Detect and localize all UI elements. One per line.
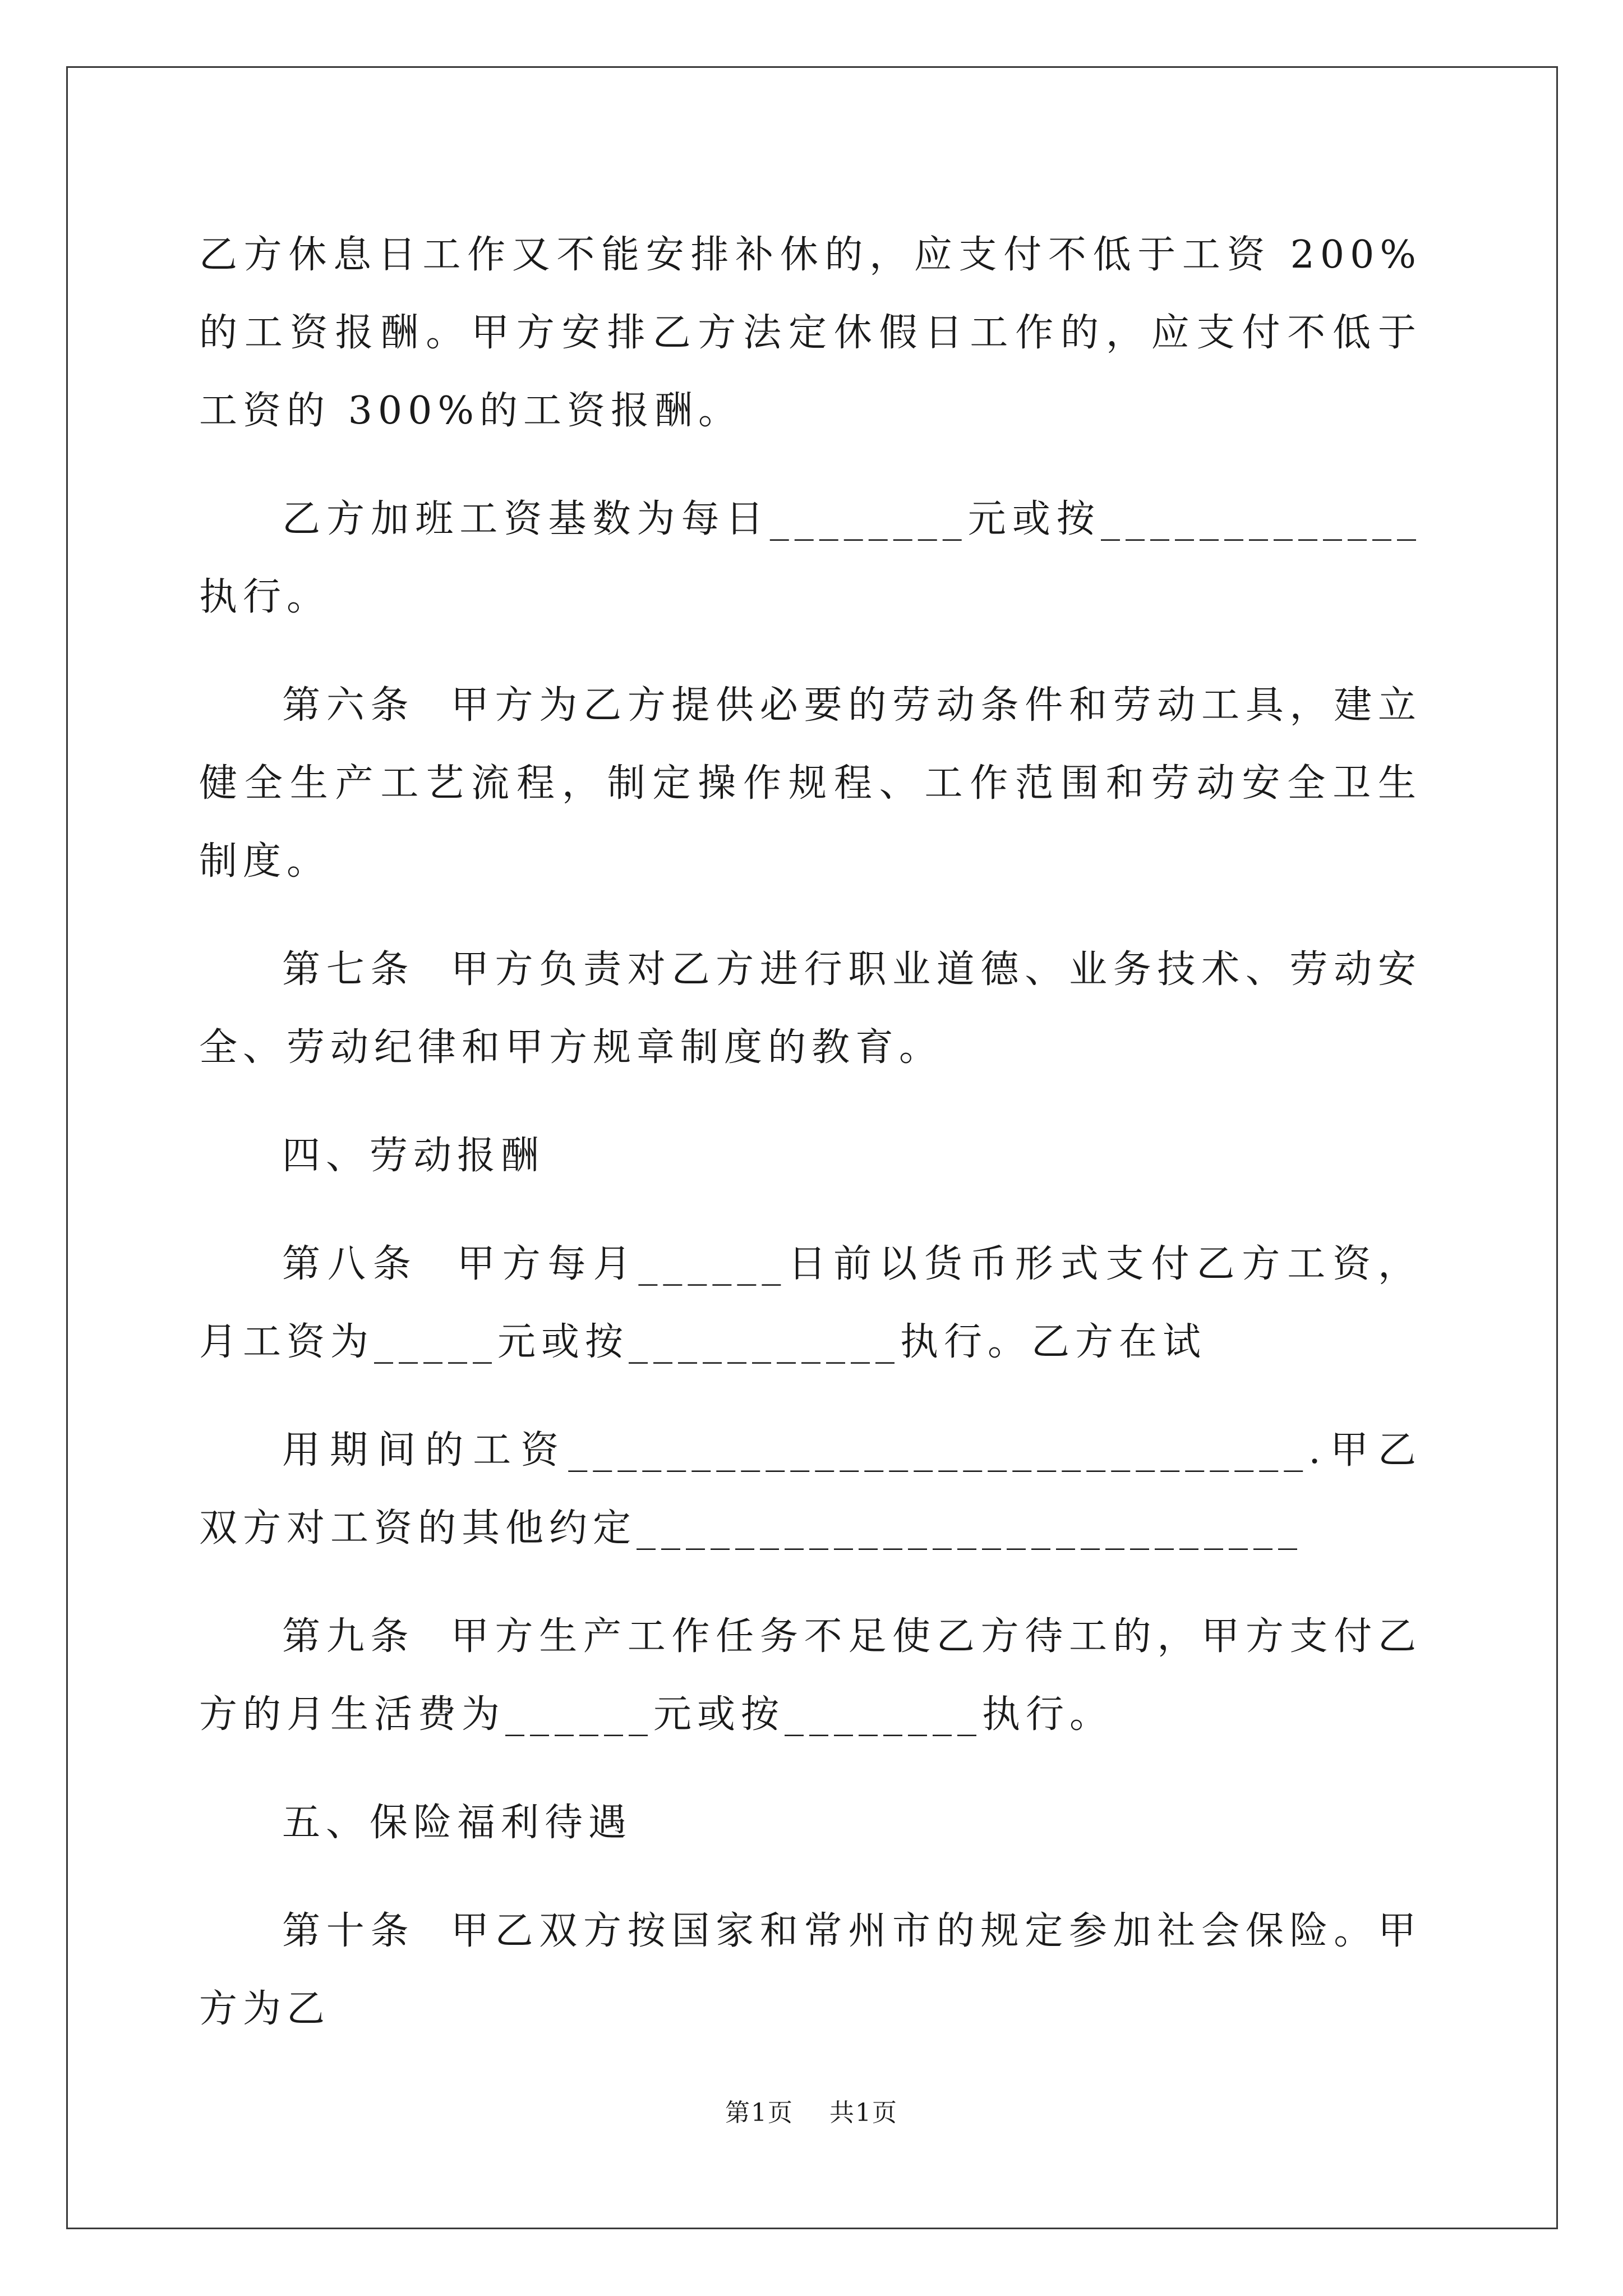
section-heading-labor-pay: 四、劳动报酬 [282,1134,545,1178]
paragraph-article-10: 第十条 甲乙双方按国家和常州市的规定参加社会保险。甲方为乙 [199,1909,1422,2031]
paragraph-overtime-base: 乙方加班工资基数为每日________元或按_____________执行。 [199,497,1422,619]
paragraph-article-6: 第六条 甲方为乙方提供必要的劳动条件和劳动工具，建立健全生产工艺流程，制定操作规程、工作范围和劳动安全卫生制度。 [199,683,1422,884]
paragraph-article-8: 第八条 甲方每月______日前以货币形式支付乙方工资，月工资为_____元或按___________执行。乙方在试 [199,1242,1422,1364]
page-footer: 第1页 共1页 [725,2099,898,2127]
paragraph-article-7: 第七条 甲方负责对乙方进行职业道德、业务技术、劳动安全、劳动纪律和甲方规章制度的教育。 [199,947,1422,1070]
document-body [199,216,1422,2078]
section-heading-insurance: 五、保险福利待遇 [282,1801,633,1845]
paragraph-article-9: 第九条 甲方生产工作任务不足使乙方待工的，甲方支付乙方的月生活费为______元或按________执行。 [199,1614,1422,1737]
paragraph-overtime-pay: 乙方休息日工作又不能安排补休的，应支付不低于工资 200%的工资报酬。甲方安排乙方法定休假日工作的，应支付不低于工资的 300%的工资报酬。 [199,233,1422,433]
paragraph-probation-wage: 用期间的工资______________________________.甲乙双方对工资的其他约定___________________________ [199,1428,1422,1550]
